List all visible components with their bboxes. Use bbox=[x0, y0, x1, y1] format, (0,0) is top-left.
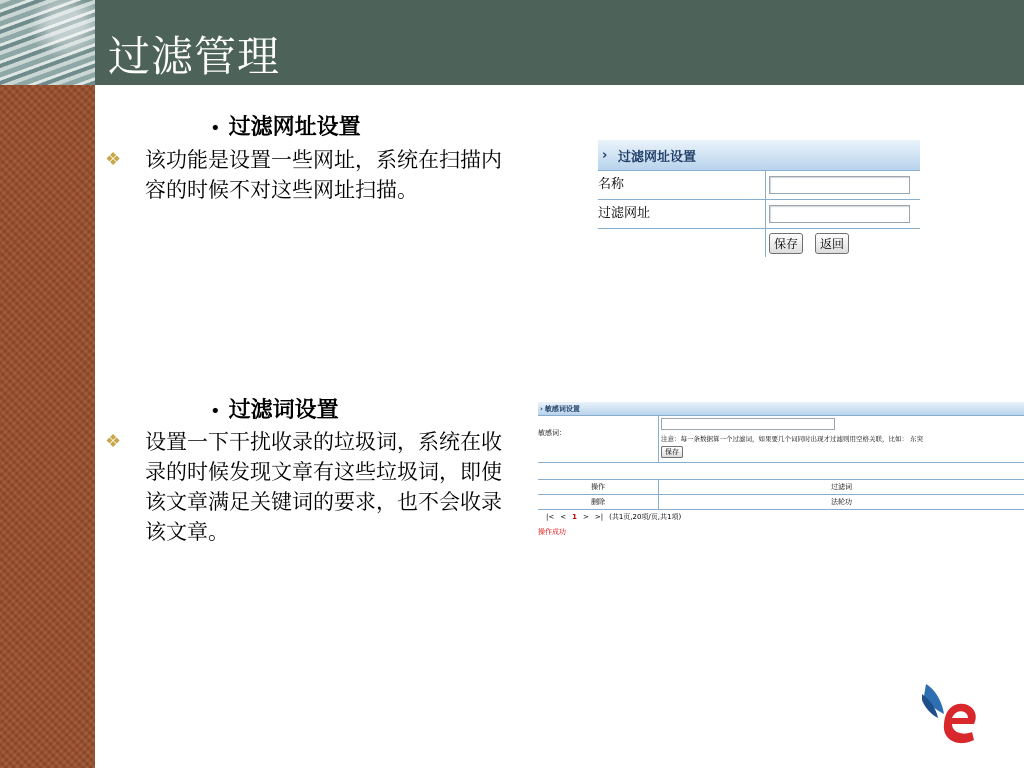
first-page-button[interactable]: |< bbox=[546, 513, 555, 521]
next-page-button[interactable]: > bbox=[582, 513, 589, 521]
name-label: 名称 bbox=[598, 171, 766, 199]
word-filter-panel-header bbox=[538, 402, 1024, 416]
section2-description: 设置一下干扰收录的垃圾词，系统在收录的时候发现文章有这些垃圾词，即使该文章满足关键词的要求，也不会收录该文章。 bbox=[145, 430, 502, 544]
section1-paragraph bbox=[105, 145, 505, 205]
section1-heading-row bbox=[210, 110, 361, 141]
pagination bbox=[538, 510, 1024, 524]
url-filter-panel bbox=[598, 140, 920, 255]
section2-paragraph bbox=[105, 427, 505, 547]
brand-logo-icon bbox=[918, 680, 990, 752]
url-filter-panel-title: 过滤网址设置 bbox=[618, 149, 697, 165]
word-save-button[interactable]: 保存 bbox=[661, 446, 683, 458]
slide-title: 过滤管理 bbox=[108, 32, 281, 81]
bullet-dot-icon: • bbox=[210, 118, 221, 139]
bullet-dot-icon: • bbox=[210, 401, 221, 422]
section2-heading-row bbox=[210, 393, 339, 424]
diamond-bullet-icon: ❖ bbox=[105, 431, 122, 452]
section1-description: 该功能是设置一些网址，系统在扫描内容的时候不对这些网址扫描。 bbox=[145, 148, 502, 202]
current-page[interactable]: 1 bbox=[572, 513, 577, 521]
word-filter-panel bbox=[538, 402, 1024, 542]
column-header-action: 操作 bbox=[538, 480, 659, 494]
url-label: 过滤网址 bbox=[598, 200, 766, 228]
chevron-right-icon: › bbox=[602, 147, 608, 163]
url-filter-panel-header bbox=[598, 140, 920, 171]
diamond-bullet-icon: ❖ bbox=[105, 149, 122, 170]
name-row bbox=[598, 171, 920, 200]
url-row bbox=[598, 200, 920, 229]
name-input[interactable] bbox=[769, 176, 910, 194]
status-message: 操作成功 bbox=[538, 528, 566, 536]
chevron-right-icon: › bbox=[540, 404, 543, 413]
section2-heading: 过滤词设置 bbox=[228, 398, 339, 423]
back-button[interactable]: 返回 bbox=[815, 233, 849, 254]
word-filter-panel-title: 敏感词设置 bbox=[544, 404, 580, 413]
table-spacer bbox=[538, 463, 1024, 480]
word-hint: 注意：每一条数据算一个过滤词，如果要几个词同时出现才过滤则用空格关联，比如： 东突 bbox=[661, 435, 924, 443]
header-photo bbox=[0, 0, 95, 85]
table-row bbox=[538, 495, 1024, 510]
url-input[interactable] bbox=[769, 205, 910, 223]
slide-header bbox=[0, 0, 1024, 85]
button-row bbox=[598, 229, 920, 257]
save-button[interactable]: 保存 bbox=[769, 233, 803, 254]
section1-heading: 过滤网址设置 bbox=[228, 115, 361, 140]
word-input[interactable] bbox=[661, 418, 835, 430]
word-field-label: 敏感词： bbox=[538, 416, 659, 462]
word-filter-form bbox=[538, 416, 1024, 463]
column-header-word: 过滤词 bbox=[831, 483, 852, 491]
pager-summary: (共1页,20项/页,共1项) bbox=[609, 513, 682, 521]
table-cell-word: 法轮功 bbox=[831, 498, 852, 506]
prev-page-button[interactable]: < bbox=[560, 513, 567, 521]
table-header-row bbox=[538, 480, 1024, 495]
left-decorative-bar bbox=[0, 85, 95, 768]
last-page-button[interactable]: >| bbox=[594, 513, 604, 521]
delete-link[interactable]: 删除 bbox=[538, 495, 659, 509]
